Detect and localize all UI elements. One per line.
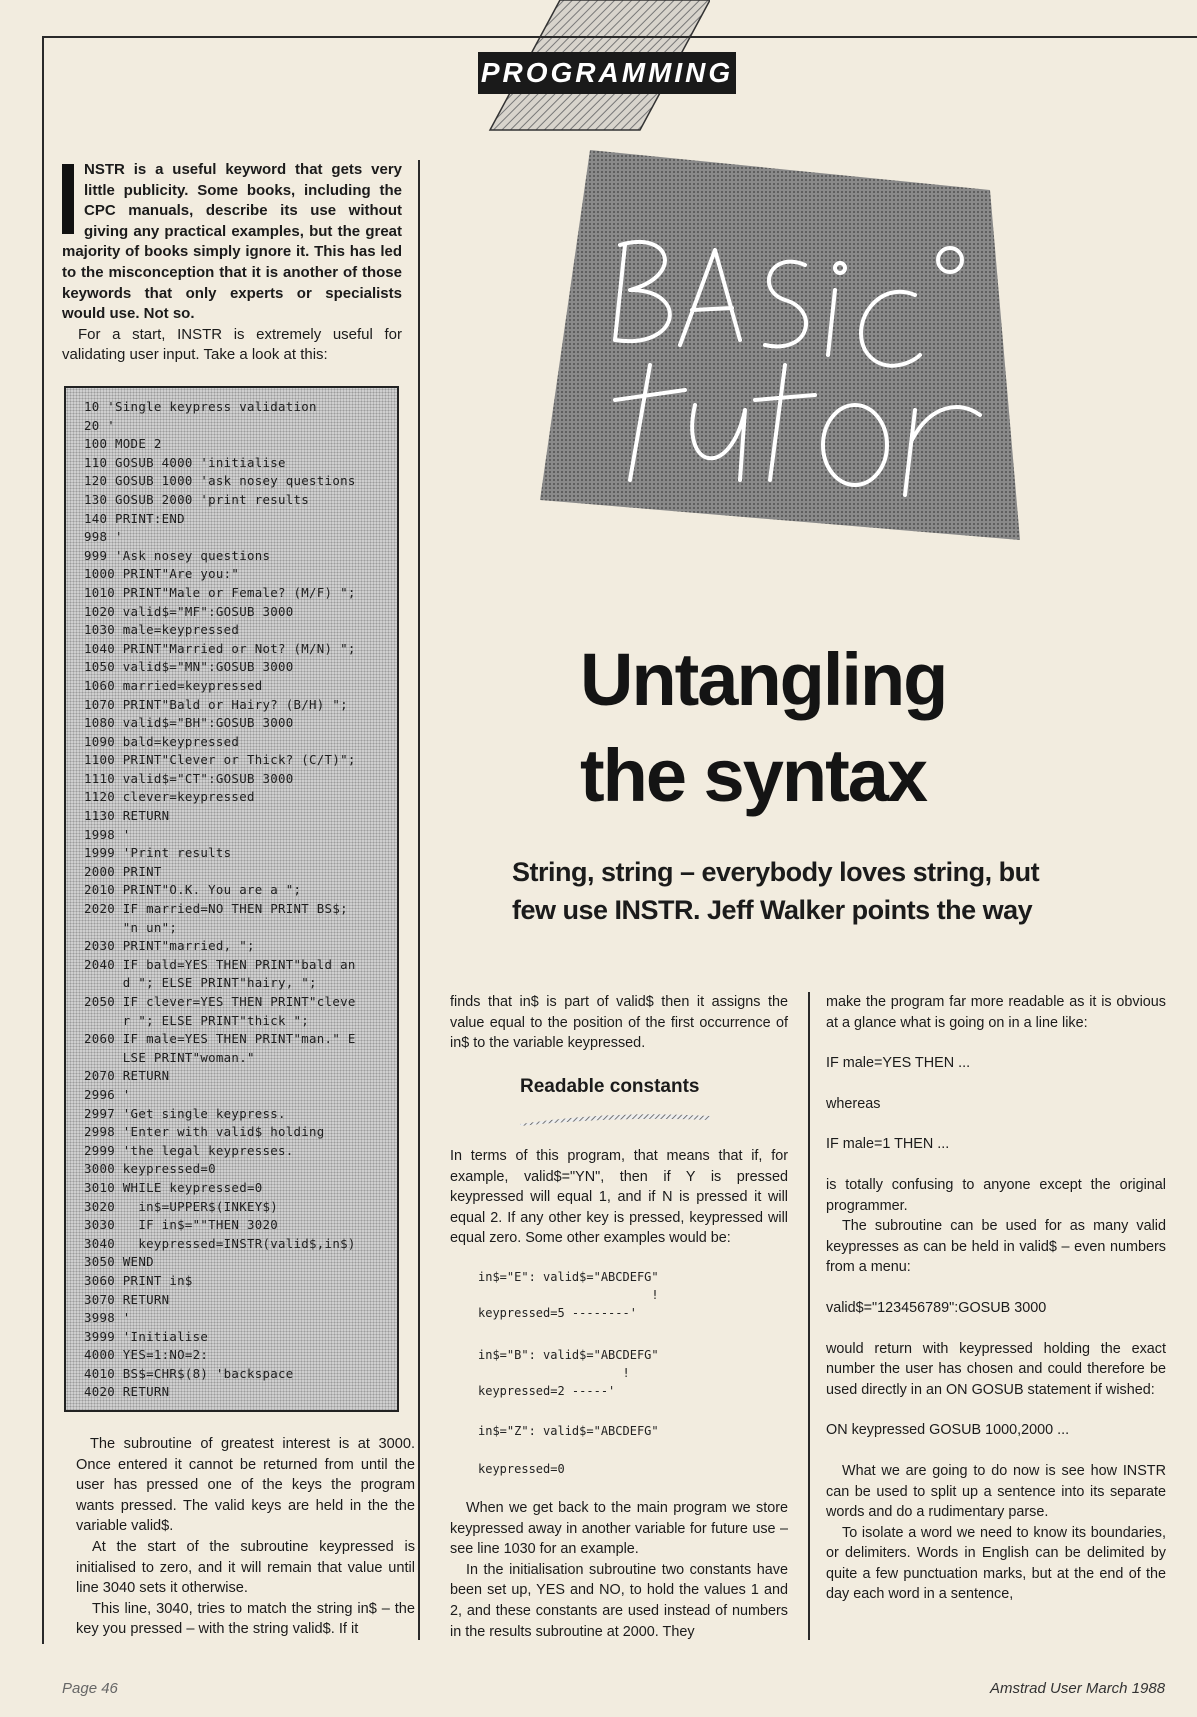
code-line: 3060 PRINT in$ <box>84 1272 193 1288</box>
paragraph: In terms of this program, that means that if, for example, valid$="YN", then if Y is pressed keypressed will equal 1, and if N is pressed it will equal 2. If any other key is pressed, keypressed will equal zero. Some other examples would be: <box>450 1148 788 1247</box>
code-line: 2060 IF male=YES THEN PRINT"man." E <box>84 1031 356 1047</box>
code-line: 3040 keypressed=INSTR(valid$,in$) <box>84 1235 356 1251</box>
code-line: "n un"; <box>84 919 178 935</box>
code-listing <box>84 398 394 1402</box>
code-line: 100 MODE 2 <box>84 436 162 452</box>
code-line: 1130 RETURN <box>84 808 170 824</box>
code-line: 2997 'Get single keypress. <box>84 1105 286 1121</box>
code-line: 1998 ' <box>84 826 131 842</box>
code-line: 1030 male=keypressed <box>84 622 240 638</box>
paragraph: To isolate a word we need to know its boundaries, or delimiters. Words in English can be delimited by quite a few punctuation marks, but at the end of the day each word in a sentence, <box>826 1524 1166 1603</box>
section-tag: PROGRAMMING <box>478 52 736 94</box>
body-text-middle-3 <box>450 1498 788 1642</box>
example-line: keypressed=5 --------' <box>478 1306 637 1320</box>
paragraph: is totally confusing to anyone except the original programmer. <box>826 1176 1166 1214</box>
code-line: 4000 YES=1:NO=2: <box>84 1347 209 1363</box>
paragraph: In the initialisation subroutine two constants have been set up, YES and NO, to hold the values 1 and 2, and these constants are used instead of numbers in the results subroutine at 2000. They <box>450 1561 788 1640</box>
intro-text <box>62 160 402 366</box>
column-rule-mid <box>808 992 810 1640</box>
paragraph: would return with keypressed holding the exact number the user has chosen and could therefore be used directly in an ON GOSUB statement if wished: <box>826 1340 1166 1398</box>
example-line: keypressed=2 -----' <box>478 1384 616 1398</box>
paragraph: finds that in$ is part of valid$ then it assigns the value equal to the position of the first occurrence of in$ to the variable keypressed. <box>450 994 788 1052</box>
headline-line-1: Untangling <box>580 638 947 721</box>
code-line: r "; ELSE PRINT"thick "; <box>84 1012 310 1028</box>
subheading: Readable constants <box>520 1076 700 1097</box>
code-example: valid$="123456789":GOSUB 3000 <box>826 1299 1047 1316</box>
code-line: 998 ' <box>84 529 123 545</box>
code-line: 10 'Single keypress validation <box>84 399 317 414</box>
intro-paragraph-2: For a start, INSTR is extremely useful for validating user input. Take a look at this: <box>62 325 402 364</box>
code-line: 1999 'Print results <box>84 845 232 861</box>
code-line: 3070 RETURN <box>84 1291 170 1307</box>
example-line: in$="E": valid$="ABCDEFG" <box>478 1270 659 1284</box>
paragraph: When we get back to the main program we store keypressed away in another variable for future use – see line 1030 for an example. <box>450 1500 788 1558</box>
code-line: d "; ELSE PRINT"hairy, "; <box>84 975 317 991</box>
code-line: 1050 valid$="MN":GOSUB 3000 <box>84 659 294 675</box>
code-line: 2996 ' <box>84 1086 131 1102</box>
standfirst-line-1: String, string – everybody loves string, but <box>512 857 1040 887</box>
code-line: 110 GOSUB 4000 'initialise <box>84 454 286 470</box>
magazine-issue: Amstrad User March 1988 <box>990 1680 1166 1697</box>
code-line: 120 GOSUB 1000 'ask nosey questions <box>84 473 356 489</box>
code-line: 1060 married=keypressed <box>84 677 263 693</box>
code-line: 4010 BS$=CHR$(8) 'backspace <box>84 1365 294 1381</box>
code-line: 1040 PRINT"Married or Not? (M/N) "; <box>84 640 356 656</box>
code-example: IF male=1 THEN ... <box>826 1136 950 1153</box>
paragraph: whereas <box>826 1095 881 1112</box>
code-line: 1010 PRINT"Male or Female? (M/F) "; <box>84 584 356 600</box>
body-text-right <box>826 992 1166 1605</box>
code-line: 3050 WEND <box>84 1254 154 1270</box>
standfirst-line-2: few use INSTR. Jeff Walker points the way <box>512 895 1033 925</box>
headline <box>580 632 1050 824</box>
code-line: 3000 keypressed=0 <box>84 1161 216 1177</box>
body-text-middle-2 <box>450 1146 788 1249</box>
code-line: 1080 valid$="BH":GOSUB 3000 <box>84 715 294 731</box>
code-line: 3020 in$=UPPER$(INKEY$) <box>84 1198 278 1214</box>
code-line: 2020 IF married=NO THEN PRINT BS$; <box>84 901 348 917</box>
subheading-underline <box>520 1112 710 1126</box>
code-line: LSE PRINT"woman." <box>84 1049 255 1065</box>
basic-tutor-logo <box>520 150 1040 570</box>
standfirst <box>512 853 1132 929</box>
code-line: 1020 valid$="MF":GOSUB 3000 <box>84 603 294 619</box>
code-line: 2000 PRINT <box>84 863 162 879</box>
code-example: ON keypressed GOSUB 1000,2000 ... <box>826 1422 1070 1439</box>
example-line: ! <box>478 1366 630 1380</box>
body-text-left <box>76 1434 415 1640</box>
code-line: 3030 IF in$=""THEN 3020 <box>84 1217 278 1233</box>
code-line: 2998 'Enter with valid$ holding <box>84 1124 325 1140</box>
code-line: 3999 'Initialise <box>84 1328 209 1344</box>
code-line: 2010 PRINT"O.K. You are a "; <box>84 882 302 898</box>
paragraph: The subroutine of greatest interest is at 3000. Once entered it cannot be returned from until the user has pressed one of the keys the program wants pressed. The valid keys are held in the the variable valid$. <box>76 1436 415 1535</box>
code-line: 1000 PRINT"Are you:" <box>84 566 240 582</box>
code-line: 3998 ' <box>84 1310 131 1326</box>
example-line: ! <box>478 1288 659 1302</box>
body-text-middle <box>450 992 788 1054</box>
code-line: 999 'Ask nosey questions <box>84 547 271 563</box>
paragraph: The subroutine can be used for as many valid keypresses as can be held in valid$ – even numbers from a menu: <box>826 1218 1166 1276</box>
code-line: 3010 WHILE keypressed=0 <box>84 1179 263 1195</box>
code-line: 2030 PRINT"married, "; <box>84 938 255 954</box>
code-line: 2050 IF clever=YES THEN PRINT"cleve <box>84 994 356 1009</box>
example-line: in$="Z": valid$="ABCDEFG" <box>478 1424 659 1438</box>
code-example: IF male=YES THEN ... <box>826 1055 971 1072</box>
code-line: 1090 bald=keypressed <box>84 733 240 749</box>
code-line: 140 PRINT:END <box>84 510 185 526</box>
code-line: 1110 valid$="CT":GOSUB 3000 <box>84 770 294 786</box>
code-line: 2040 IF bald=YES THEN PRINT"bald an <box>84 956 356 972</box>
paragraph: This line, 3040, tries to match the string in$ – the key you pressed – with the string valid$. If it <box>76 1600 415 1638</box>
paragraph: What we are going to do now is see how INSTR can be used to split up a sentence into its separate words and do a rudimentary parse. <box>826 1462 1166 1521</box>
example-line: keypressed=0 <box>478 1462 565 1476</box>
code-line: 2999 'the legal keypresses. <box>84 1142 294 1158</box>
example-line: in$="B": valid$="ABCDEFG" <box>478 1348 659 1362</box>
code-line: 1120 clever=keypressed <box>84 789 255 805</box>
intro-lead: NSTR is a useful keyword that gets very little publicity. Some books, including the CPC manuals, describe its use without giving any practical examples, but the great majority of books simply ignore it. This has led to the misconception that it is another of those keywords that only experts or specialists would use. Not so. <box>62 161 402 323</box>
headline-line-2: the syntax <box>580 734 927 817</box>
code-line: 2070 RETURN <box>84 1068 170 1084</box>
paragraph: make the program far more readable as it is obvious at a glance what is going on in a line like: <box>826 994 1166 1031</box>
code-line: 1070 PRINT"Bald or Hairy? (B/H) "; <box>84 696 348 712</box>
code-line: 4020 RETURN <box>84 1384 170 1400</box>
paragraph: At the start of the subroutine keypressed is initialised to zero, and it will remain that value until line 3040 sets it otherwise. <box>76 1538 415 1597</box>
column-rule-left <box>418 160 420 1640</box>
drop-cap <box>62 164 74 234</box>
code-line: 130 GOSUB 2000 'print results <box>84 491 310 507</box>
page-number: Page 46 <box>62 1680 118 1697</box>
code-line: 20 ' <box>84 417 116 433</box>
code-line: 1100 PRINT"Clever or Thick? (C/T)"; <box>84 752 356 768</box>
